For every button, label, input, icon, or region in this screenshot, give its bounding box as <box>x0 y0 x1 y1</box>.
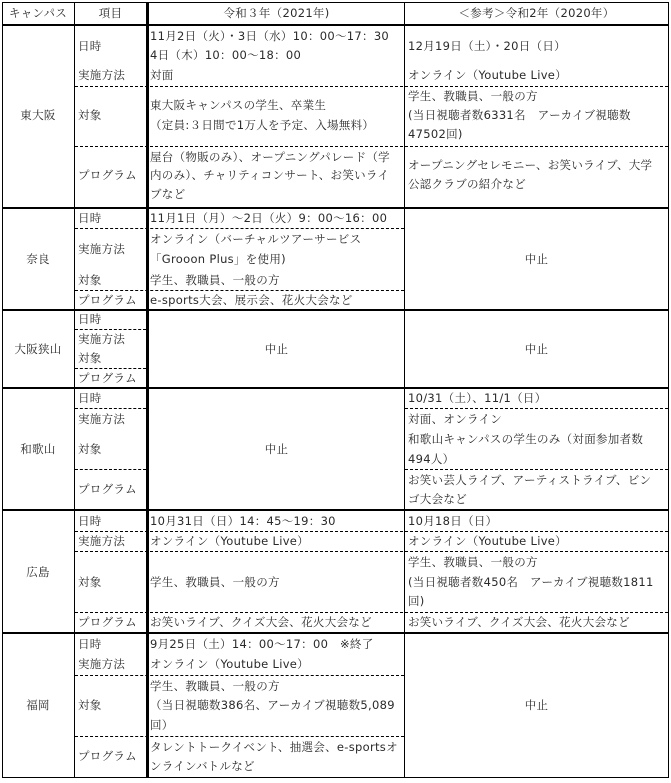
dashed-divider <box>75 675 404 676</box>
fukuoka-2021-target: 回） <box>150 718 174 732</box>
table-border-bottom <box>2 777 669 778</box>
dashed-divider <box>75 146 668 147</box>
higashiosaka-2020-target: 学生、教職員、一般の方 <box>408 89 538 103</box>
hiroshima-2020-datetime: 10月18日（日） <box>408 514 498 528</box>
nara-2021-program: e-sports大会、展示会、花火大会など <box>150 293 353 307</box>
fukuoka-2021-program: ンラインバトルなど <box>150 759 255 773</box>
hiroshima-2020-target: 学生、教職員、一般の方 <box>408 555 538 569</box>
higashiosaka-2021-target: 東大阪キャンパスの学生、卒業生 <box>150 98 327 112</box>
higashiosaka-2021-method: 対面 <box>150 68 174 82</box>
row-divider <box>2 509 669 511</box>
hiroshima-2020-target: (当日視聴者数450名 アーカイブ視聴数1811 <box>408 575 654 589</box>
higashiosaka-2020-target: 47502回) <box>408 127 463 141</box>
hiroshima-2020-method: オンライン（Youtube Live） <box>408 534 567 548</box>
hiroshima-2021-datetime: 10月31日（日）14：45～19：30 <box>150 514 336 528</box>
wakayama-2020-method: 対面、オンライン <box>408 412 503 426</box>
dashed-divider <box>75 469 146 470</box>
label-datetime: 日時 <box>78 39 102 53</box>
campus-osakasayama: 大阪狭山 <box>14 342 62 356</box>
table-border-right <box>668 2 669 778</box>
col-divider <box>404 2 405 778</box>
label-target: 対象 <box>78 273 102 287</box>
wakayama-2021-cancelled: 中止 <box>264 442 289 456</box>
label-program: プログラム <box>78 293 137 307</box>
label-datetime: 日時 <box>78 514 102 528</box>
header-2021: 令和３年（2021年) <box>223 6 330 20</box>
campus-fukuoka: 福岡 <box>26 698 50 712</box>
dashed-divider <box>75 736 404 737</box>
label-method: 実施方法 <box>78 68 126 82</box>
higashiosaka-2020-program: 公認クラブの紹介など <box>408 177 526 191</box>
hiroshima-2021-program: お笑いライブ、クイズ大会、花火大会など <box>150 615 372 629</box>
campus-wakayama: 和歌山 <box>20 442 56 456</box>
label-method: 実施方法 <box>78 412 126 426</box>
wakayama-2020-program: ゴ大会など <box>408 492 467 506</box>
col-divider <box>74 2 75 778</box>
fukuoka-2021-datetime: 9月25日（土）14：00～17：00 ※終了 <box>150 637 374 651</box>
higashiosaka-2020-target: (当日視聴者数6331名 アーカイブ視聴数 <box>408 108 631 122</box>
higashiosaka-2021-program: 内のみ）、チャリティコンサート、お笑いライ <box>150 168 390 182</box>
row-divider <box>2 632 669 634</box>
header-2020: ＜参考＞令和2年（2020年） <box>458 6 615 20</box>
wakayama-2020-target: 和歌山キャンパスの学生のみ（対面参加者数 <box>408 432 644 446</box>
table-border-top <box>2 2 669 3</box>
header-divider <box>2 24 669 26</box>
hiroshima-2021-target: 学生、教職員、一般の方 <box>150 575 280 589</box>
header-item: 項目 <box>98 6 123 20</box>
nara-2021-datetime: 11月1日（月）～2日（火）9：00～16：00 <box>150 211 388 225</box>
label-program: プログラム <box>78 371 137 385</box>
fukuoka-2021-method: オンライン（Youtube Live） <box>150 657 309 671</box>
fukuoka-2020-cancelled: 中止 <box>524 698 549 712</box>
campus-hiroshima: 広島 <box>26 565 50 579</box>
higashiosaka-2021-target: （定員:３日間で1万人を予定、入場無料） <box>150 118 375 132</box>
higashiosaka-2021-program: 屋台（物販のみ）、オープニングパレード（学 <box>150 150 390 164</box>
label-target: 対象 <box>78 698 102 712</box>
higashiosaka-2021-datetime: 11月2日（火）・3日（水）10：00～17：30 <box>150 29 390 43</box>
higashiosaka-2020-method: オンライン（Youtube Live） <box>408 68 567 82</box>
campus-nara: 奈良 <box>26 252 50 266</box>
label-target: 対象 <box>78 575 102 589</box>
header-campus: キャンパス <box>8 6 68 20</box>
nara-2021-target: 学生、教職員、一般の方 <box>150 273 280 287</box>
label-target: 対象 <box>78 442 102 456</box>
higashiosaka-2021-datetime: 4日（木）10：00～18：00 <box>150 48 302 62</box>
higashiosaka-2020-program: オープニングセレモニー、お笑いライブ、大学 <box>408 158 653 172</box>
nara-2021-method: オンライン（バーチャルツアーサービス <box>150 232 362 246</box>
wakayama-2020-program: お笑い芸人ライブ、アーティストライブ、ビン <box>408 473 652 487</box>
nara-2020-cancelled: 中止 <box>524 252 549 266</box>
label-method: 実施方法 <box>78 657 126 671</box>
label-program: プログラム <box>78 615 137 629</box>
col-divider-thick <box>146 2 149 778</box>
label-method: 実施方法 <box>78 332 126 346</box>
osakasayama-2021-cancelled: 中止 <box>264 342 289 356</box>
wakayama-2020-datetime: 10/31（土）、11/1（日） <box>408 391 547 405</box>
label-method: 実施方法 <box>78 242 126 256</box>
fukuoka-2021-program: タレントトークイベント、抽選会、e-sportsオ <box>150 740 398 754</box>
osakasayama-2020-cancelled: 中止 <box>524 342 549 356</box>
hiroshima-2020-target: 回) <box>408 594 425 608</box>
label-method: 実施方法 <box>78 534 126 548</box>
dashed-divider <box>75 408 146 409</box>
nara-2021-method: 「Grooon Plus」を使用) <box>150 252 286 266</box>
label-program: プログラム <box>78 749 137 763</box>
campus-higashiosaka: 東大阪 <box>20 108 56 122</box>
fukuoka-2021-target: （当日視聴数386名、アーカイブ視聴数5,089 <box>150 698 395 712</box>
label-program: プログラム <box>78 482 137 496</box>
label-datetime: 日時 <box>78 312 102 326</box>
label-datetime: 日時 <box>78 391 102 405</box>
fukuoka-2021-target: 学生、教職員、一般の方 <box>150 679 280 693</box>
higashiosaka-2020-datetime: 12月19日（土）・20日（日） <box>408 39 566 53</box>
dashed-divider <box>75 228 404 229</box>
hiroshima-2021-method: オンライン（Youtube Live） <box>150 534 309 548</box>
dashed-divider <box>75 86 668 87</box>
dashed-divider <box>405 408 668 409</box>
label-datetime: 日時 <box>78 211 102 225</box>
label-program: プログラム <box>78 168 137 182</box>
dashed-divider <box>75 551 668 552</box>
label-target: 対象 <box>78 108 102 122</box>
label-target: 対象 <box>78 351 102 365</box>
label-datetime: 日時 <box>78 637 102 651</box>
higashiosaka-2021-program: ブなど <box>150 187 186 201</box>
hiroshima-2020-program: お笑いライブ、クイズ大会、花火大会など <box>408 615 630 629</box>
dashed-divider <box>405 469 668 470</box>
wakayama-2020-target: 494人） <box>408 452 455 466</box>
